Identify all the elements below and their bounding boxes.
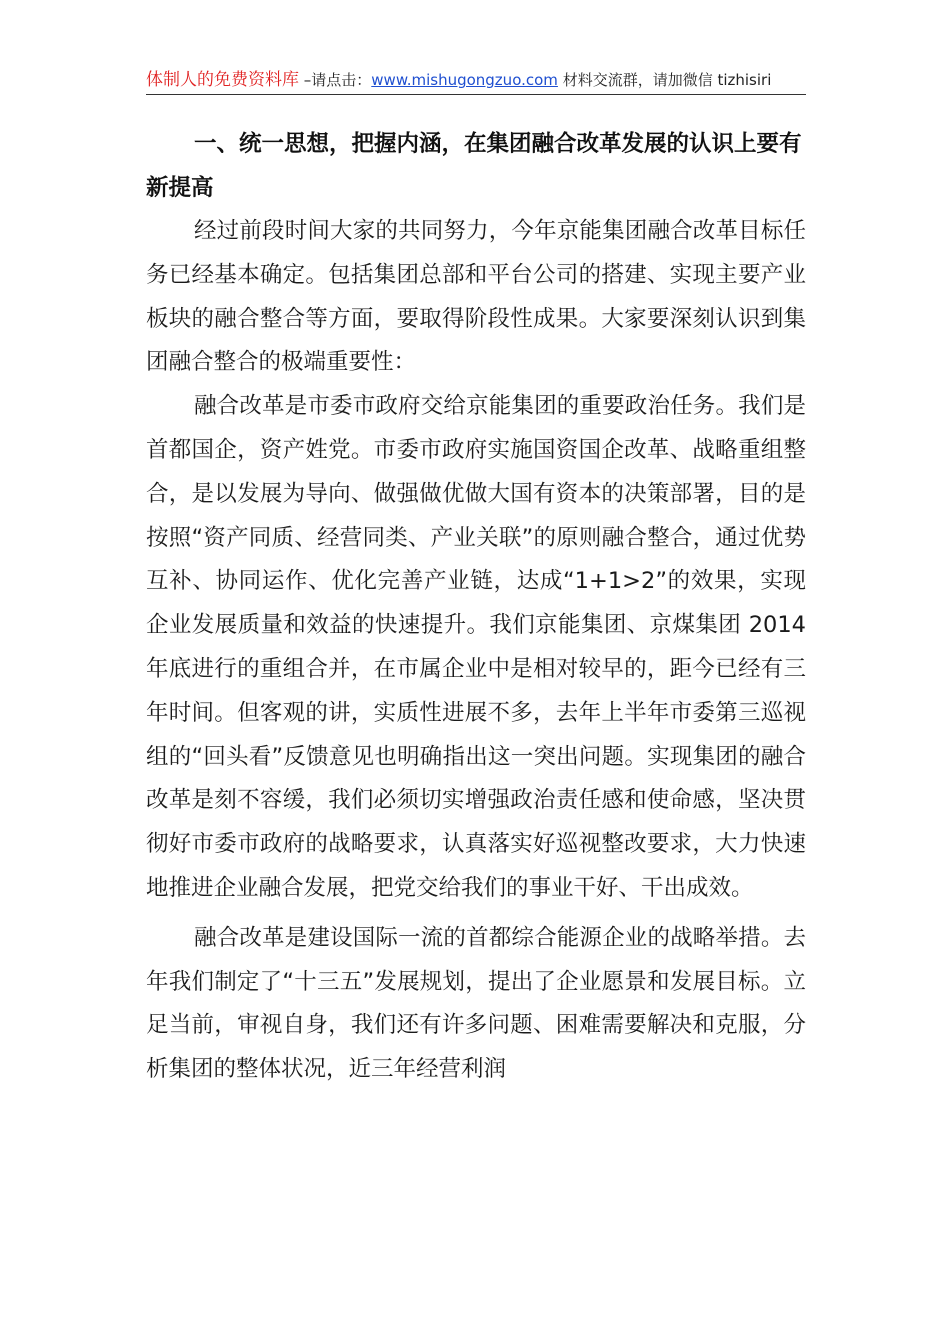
document-body [146, 122, 806, 1092]
header-tail-text: 材料交流群，请加微信 tizhisiri [557, 71, 772, 89]
paragraph-2: 融合改革是市委市政府交给京能集团的重要政治任务。我们是首都国企，资产姓党。市委市政府实施国资国企改革、战略重组整合，是以发展为导向、做强做优做大国有资本的决策部署，目的是按照“资产同质、经营同类、产业关联”的原则融合整合，通过优势互补、协同运作、优化完善产业链，达成“1+1>2”的效果，实现企业发展质量和效益的快速提升。我们京能集团、京煤集团 2014 年底进行的重组合并，在市属企业中是相对较早的，距今已经有三年时间。但客观的讲，实质性进展不多，去年上半年市委第三巡视组的“回头看”反馈意见也明确指出这一突出问题。实现集团的融合改革是刻不容缓，我们必须切实增强政治责任感和使命感，坚决贯彻好市委市政府的战略要求，认真落实好巡视整改要求，大力快速地推进企业融合发展，把党交给我们的事业干好、干出成效。 [146, 393, 806, 901]
page-header [146, 66, 806, 95]
header-website-link[interactable]: www.mishugongzuo.com [371, 71, 558, 89]
section-heading: 一、统一思想，把握内涵，在集团融合改革发展的认识上要有新提高 [146, 131, 802, 201]
header-brand: 体制人的免费资料库 [146, 70, 299, 90]
paragraph-3: 融合改革是建设国际一流的首都综合能源企业的战略举措。去年我们制定了“十三五”发展规划，提出了企业愿景和发展目标。立足当前，审视自身，我们还有许多问题、困难需要解决和克服，分析集团的整体状况，近三年经营利润 [146, 924, 806, 1083]
header-lead-text: –请点击： [299, 71, 372, 89]
paragraph-1: 经过前段时间大家的共同努力，今年京能集团融合改革目标任务已经基本确定。包括集团总部和平台公司的搭建、实现主要产业板块的融合整合等方面，要取得阶段性成果。大家要深刻认识到集团融合整合的极端重要性： [146, 218, 806, 376]
